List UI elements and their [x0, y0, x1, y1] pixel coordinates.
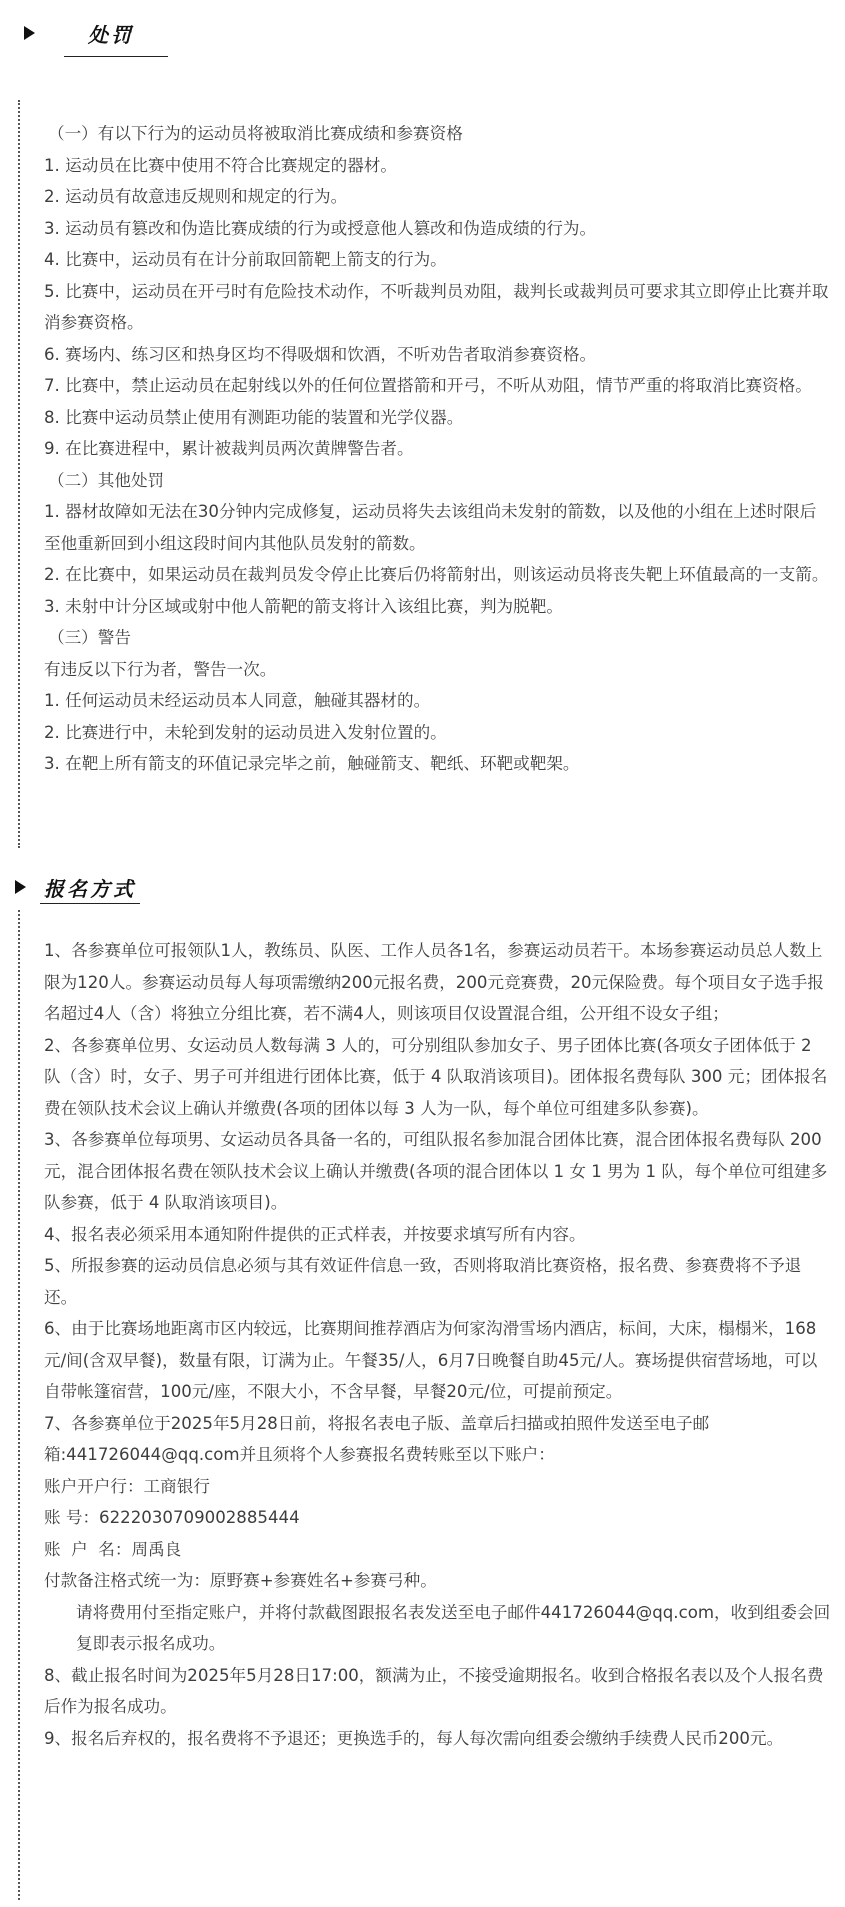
penalty-heading-2: （二）其他处罚: [48, 470, 165, 490]
penalty-rule: 2. 运动员有故意违反规则和规定的行为。: [44, 187, 348, 206]
penalty-rule: 3. 在靶上所有箭支的环值记录完毕之前，触碰箭支、靶纸、环靶或靶架。: [44, 754, 580, 773]
penalty-rule: 9. 在比赛进程中，累计被裁判员两次黄牌警告者。: [44, 439, 414, 458]
registration-item: 6、由于比赛场地距离市区内较远，比赛期间推荐酒店为何家沟滑雪场内酒店，标间，大床，榻榻米，168元/间(含双早餐)，数量有限，订满为止。午餐35/人，6月7日晚餐自助45元/人。赛场提供宿营场地，可以自带帐篷宿营，100元/座，不限大小，不含早餐，早餐20元/位，可提前预定。: [44, 1319, 818, 1401]
registration-item: 9、报名后弃权的，报名费将不予退还；更换选手的，每人每次需向组委会缴纳手续费人民币200元。: [44, 1728, 784, 1748]
payment-note-format: 付款备注格式统一为：原野赛+参赛姓名+参赛弓种。: [44, 1571, 437, 1590]
registration-item: 2、各参赛单位男、女运动员人数每满 3 人的，可分别组队参加女子、男子团体比赛(各项女子团体低于 2 队（含）时，女子、男子可并组进行团体比赛，低于 4 队取消该项目)。团体报名费每队 300 元；团体报名费在领队技术会议上确认并缴费(各项的团体以每 3 人为一队，每个单位可组建多队参赛)。: [44, 1035, 828, 1118]
penalty-rule: 6. 赛场内、练习区和热身区均不得吸烟和饮酒，不听劝告者取消参赛资格。: [44, 344, 597, 364]
bank-name: 账户开户行：工商银行: [44, 1476, 210, 1496]
penalty-rule: 7. 比赛中，禁止运动员在起射线以外的任何位置搭箭和开弓，不听从劝阻，情节严重的将取消比赛资格。: [44, 376, 812, 395]
penalty-rule: 5. 比赛中，运动员在开弓时有危险技术动作，不听裁判员劝阻，裁判长或裁判员可要求其立即停止比赛并取消参赛资格。: [44, 281, 829, 332]
penalty-heading-3: （三）警告: [48, 628, 131, 647]
registration-item: 7、各参赛单位于2025年5月28日前，将报名表电子版、盖章后扫描或拍照件发送至电子邮箱:441726044@qq.com并且须将个人参赛报名费转账至以下账户：: [44, 1413, 710, 1464]
penalty-rule: 1. 运动员在比赛中使用不符合比赛规定的器材。: [44, 155, 397, 175]
penalty-rule: 1. 器材故障如无法在30分钟内完成修复，运动员将失去该组尚未发射的箭数，以及他的小组在上述时限后至他重新回到小组这段时间内其他队员发射的箭数。: [44, 502, 817, 553]
penalty-section-title: 处罚: [88, 23, 134, 47]
registration-item: 4、报名表必须采用本通知附件提供的正式样表，并按要求填写所有内容。: [44, 1224, 586, 1244]
registration-item: 3、各参赛单位每项男、女运动员各具备一名的，可组队报名参加混合团体比赛，混合团体报名费每队 200 元，混合团体报名费在领队技术会议上确认并缴费(各项的混合团体以 1 女 1 男为 1 队，每个单位可组建多队参赛，低于 4 队取消该项目)。: [44, 1130, 828, 1212]
registration-title-underline: [40, 903, 140, 904]
penalty-section-body: [44, 118, 832, 780]
triangle-bullet-icon: [15, 880, 26, 894]
registration-item: 1、各参赛单位可报领队1人，教练员、队医、工作人员各1名，参赛运动员若干。本场参赛运动员总人数上限为120人。参赛运动员每人每项需缴纳200元报名费，200元竞赛费，20元保险费。每个项目女子选手报名超过4人（含）将独立分组比赛，若不满4人，则该项目仅设置混合组，公开组不设女子组；: [44, 941, 824, 1023]
registration-item: 5、所报参赛的运动员信息必须与其有效证件信息一致，否则将取消比赛资格，报名费、参赛费将不予退还。: [44, 1256, 802, 1307]
penalty-rule: 4. 比赛中，运动员有在计分前取回箭靶上箭支的行为。: [44, 250, 447, 269]
penalty-rule: 1. 任何运动员未经运动员本人同意，触碰其器材的。: [44, 691, 431, 710]
registration-section-header: [0, 860, 845, 920]
penalty-rule: 8. 比赛中运动员禁止使用有测距功能的装置和光学仪器。: [44, 407, 464, 427]
registration-section-title: 报名方式: [44, 877, 136, 901]
account-holder: 账 户 名：周禹良: [44, 1539, 182, 1559]
penalty-title-underline: [64, 56, 168, 57]
payment-instruction: 请将费用付至指定账户，并将付款截图跟报名表发送至电子邮件441726044@qq.com，收到组委会回复即表示报名成功。: [76, 1602, 831, 1653]
penalty-rule: 3. 运动员有篡改和伪造比赛成绩的行为或授意他人篡改和伪造成绩的行为。: [44, 218, 597, 238]
penalty-section-header: [0, 0, 845, 60]
account-number: 账 号：6222030709002885444: [44, 1508, 300, 1527]
penalty-heading-1: （一）有以下行为的运动员将被取消比赛成绩和参赛资格: [48, 124, 463, 143]
penalty-rule: 2. 在比赛中，如果运动员在裁判员发令停止比赛后仍将箭射出，则该运动员将丧失靶上环值最高的一支箭。: [44, 565, 829, 584]
penalty-rule: 3. 未射中计分区域或射中他人箭靶的箭支将计入该组比赛，判为脱靶。: [44, 596, 563, 616]
registration-dotted-rail: [18, 910, 20, 1900]
penalty-warning-intro: 有违反以下行为者，警告一次。: [44, 659, 277, 679]
registration-item: 8、截止报名时间为2025年5月28日17:00，额满为止，不接受逾期报名。收到合格报名表以及个人报名费后作为报名成功。: [44, 1665, 824, 1716]
registration-section-body: [44, 935, 832, 1754]
penalty-rule: 2. 比赛进行中，未轮到发射的运动员进入发射位置的。: [44, 722, 447, 742]
triangle-bullet-icon: [24, 26, 35, 40]
penalty-dotted-rail: [18, 100, 20, 848]
